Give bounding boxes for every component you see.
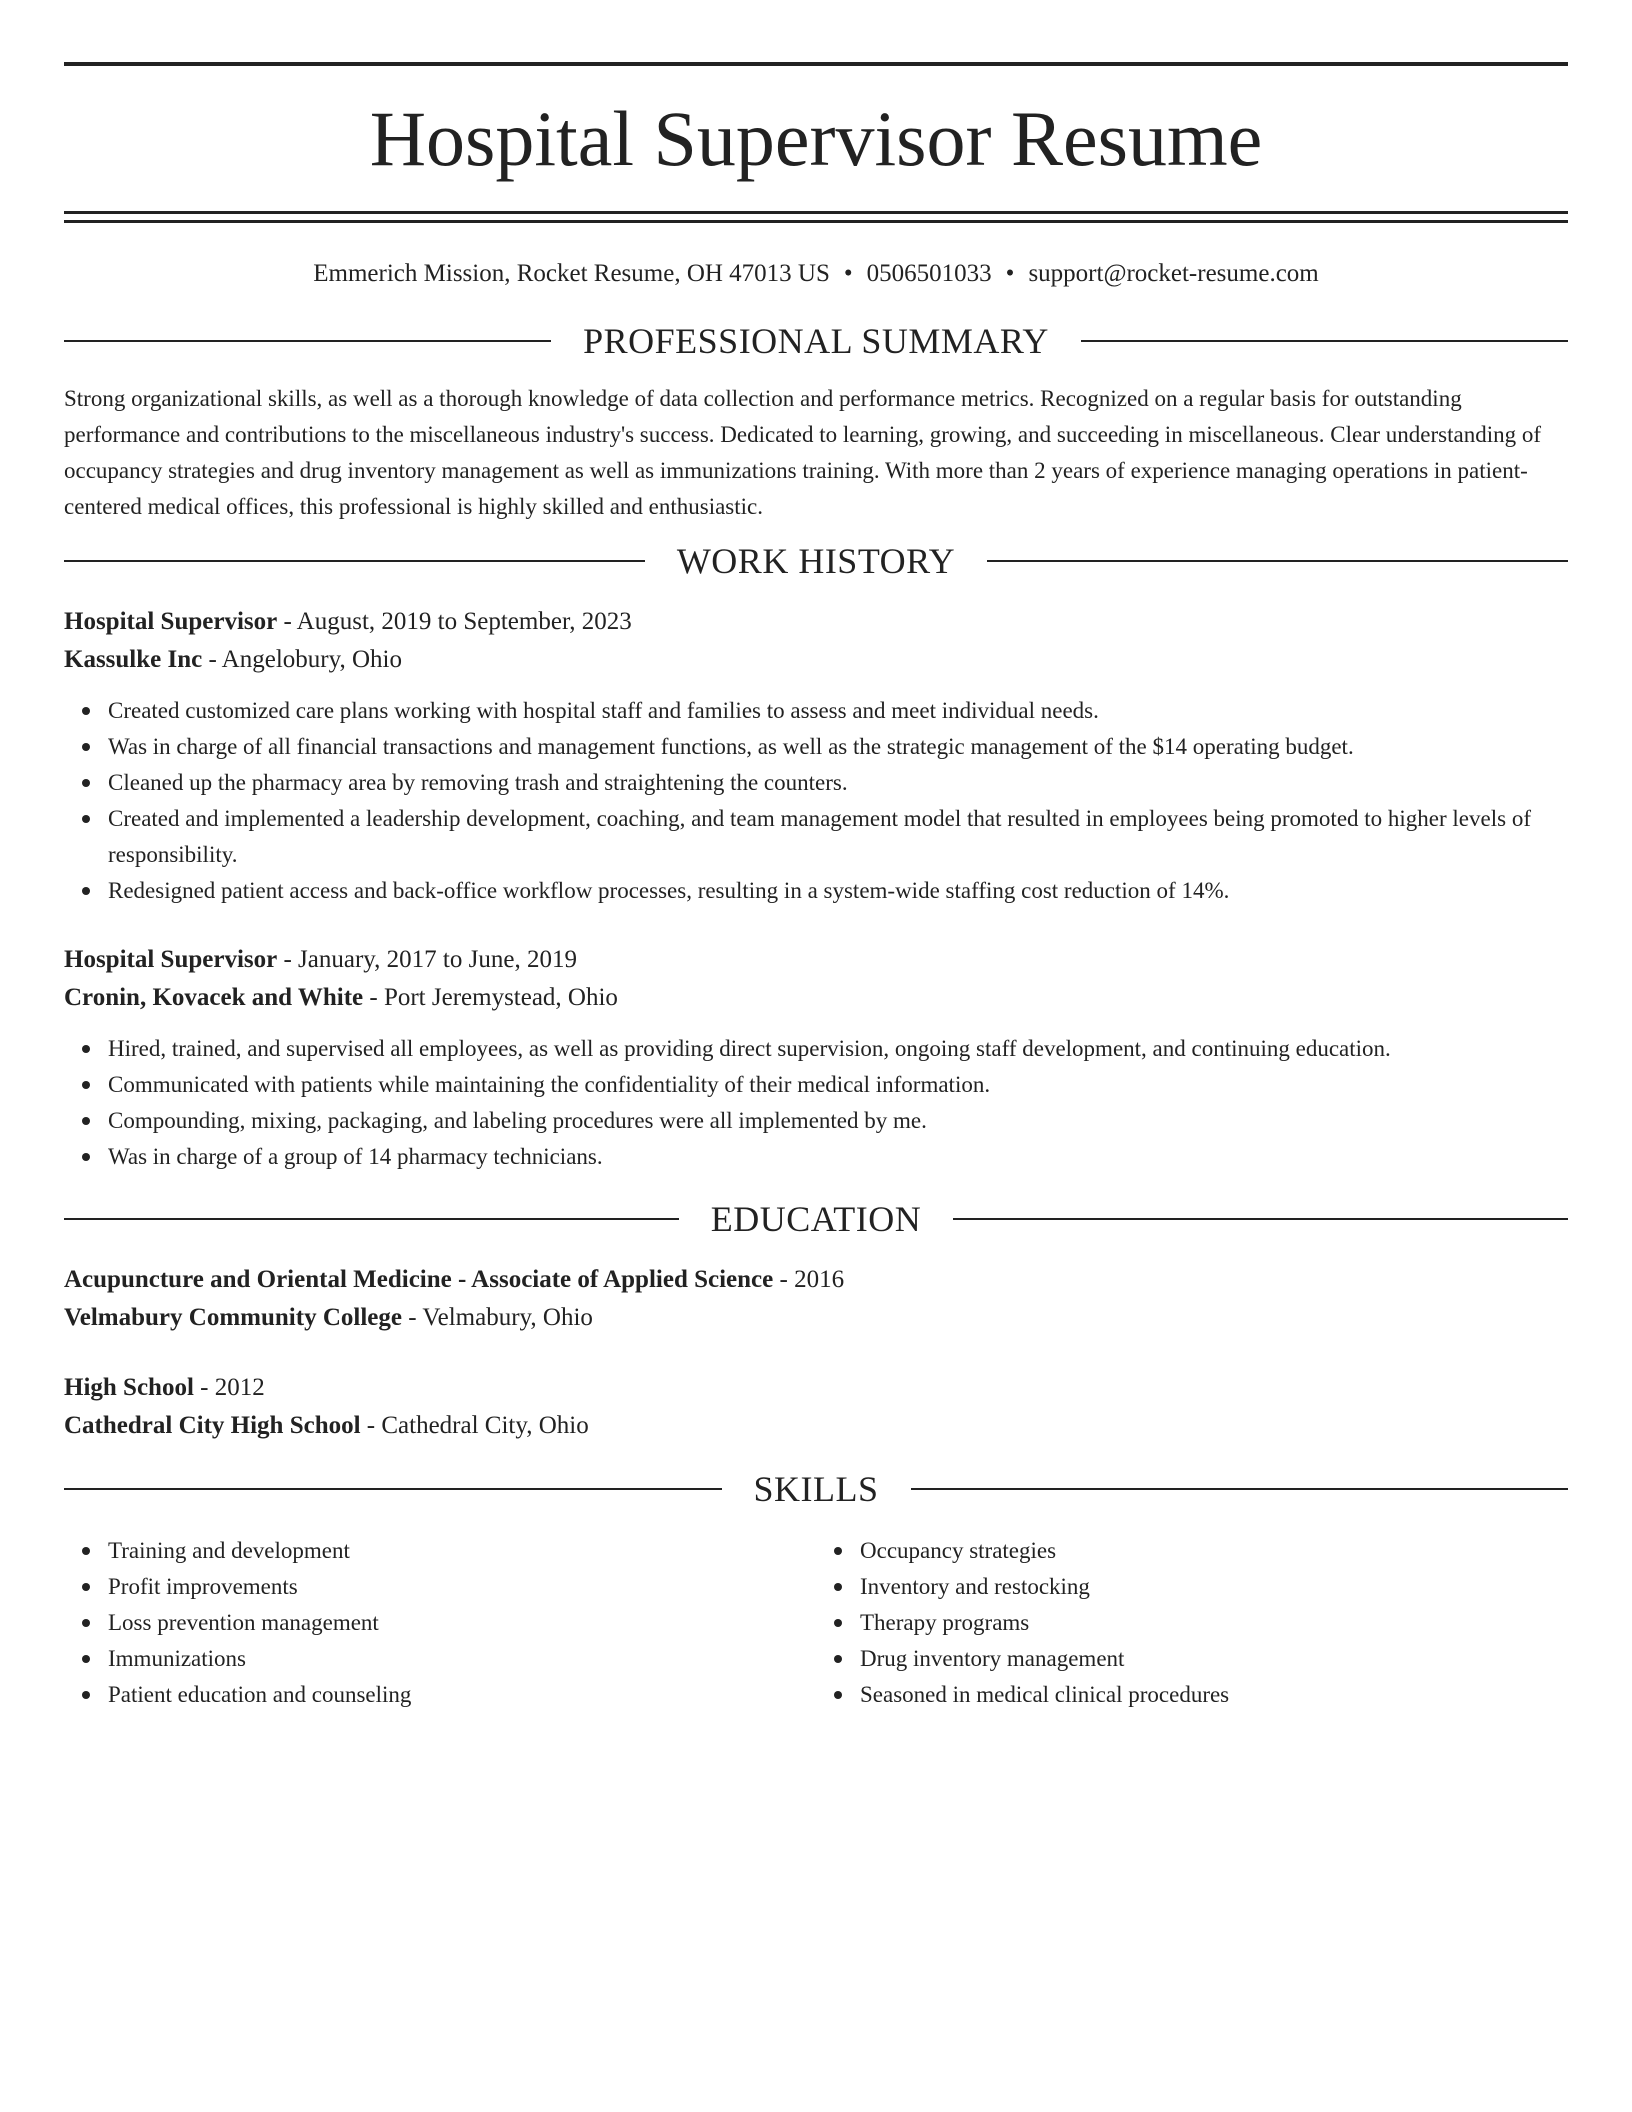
summary-heading	[64, 319, 1568, 363]
degree-name: High School	[64, 1374, 194, 1401]
school-line	[64, 1407, 1568, 1445]
skill-item: Inventory and restocking	[860, 1569, 1568, 1605]
contact-separator: •	[1005, 260, 1015, 287]
skill-item: Therapy programs	[860, 1605, 1568, 1641]
job-title-line	[64, 603, 1568, 641]
heading-rule-right	[953, 1218, 1568, 1220]
list-item: Communicated with patients while maintaining the confidentiality of their medical information.	[108, 1067, 1568, 1103]
contact-separator: •	[843, 260, 853, 287]
education-entry	[64, 1369, 1568, 1445]
heading-rule-right	[911, 1488, 1569, 1490]
school-line	[64, 1299, 1568, 1337]
list-item: Hired, trained, and supervised all employees, as well as providing direct supervision, ongoing staff development, and continuing education.	[108, 1031, 1568, 1067]
degree-year: - 2012	[193, 1374, 265, 1401]
job-title: Hospital Supervisor	[64, 946, 278, 973]
degree-line	[64, 1369, 1568, 1407]
work-heading-label: WORK HISTORY	[676, 541, 956, 581]
job-location: - Angelobury, Ohio	[202, 646, 402, 673]
job-title-line	[64, 941, 1568, 979]
skill-item: Patient education and counseling	[108, 1677, 816, 1713]
list-item: Compounding, mixing, packaging, and labeling procedures were all implemented by me.	[108, 1103, 1568, 1139]
skills-heading-label: SKILLS	[753, 1469, 879, 1509]
degree-name: Acupuncture and Oriental Medicine - Associate of Applied Science	[64, 1266, 774, 1293]
list-item: Created and implemented a leadership development, coaching, and team management model that resulted in employees being promoted to higher levels of responsibility.	[108, 801, 1568, 873]
contact-phone: 0506501033	[866, 260, 992, 287]
contact-line	[64, 259, 1568, 289]
skills-heading	[64, 1467, 1568, 1511]
school-location: - Cathedral City, Ohio	[360, 1412, 589, 1439]
job-dates: - August, 2019 to September, 2023	[277, 608, 632, 635]
resume-title: Hospital Supervisor Resume	[369, 95, 1263, 182]
job-company-line	[64, 641, 1568, 679]
skill-item: Drug inventory management	[860, 1641, 1568, 1677]
heading-rule-left	[64, 560, 645, 562]
education-heading	[64, 1197, 1568, 1241]
title-rule-lower	[64, 220, 1568, 223]
skill-item: Loss prevention management	[108, 1605, 816, 1641]
skill-item: Occupancy strategies	[860, 1533, 1568, 1569]
skill-item: Training and development	[108, 1533, 816, 1569]
heading-rule-left	[64, 1218, 679, 1220]
degree-year: - 2016	[773, 1266, 845, 1293]
job-company-line	[64, 979, 1568, 1017]
job-company: Cronin, Kovacek and White	[64, 984, 364, 1011]
title-rule-upper	[64, 211, 1568, 214]
list-item: Was in charge of all financial transactions and management functions, as well as the strategic management of the $14 operating budget.	[108, 729, 1568, 765]
summary-text: Strong organizational skills, as well as a thorough knowledge of data collection and performance metrics. Recognized on a regular basis for outstanding performance and contributions to the miscellaneous industry's success. Dedicated to learning, growing, and succeeding in miscellaneous. Clear understanding of occupancy strategies and drug inventory management as well as immunizations training. With more than 2 years of experience managing operations in patient-centered medical offices, this professional is highly skilled and enthusiastic.	[64, 386, 1542, 519]
job-dates: - January, 2017 to June, 2019	[277, 946, 577, 973]
school-location: - Velmabury, Ohio	[401, 1304, 593, 1331]
summary-heading-label: PROFESSIONAL SUMMARY	[583, 321, 1049, 361]
heading-rule-left	[64, 1488, 722, 1490]
contact-address: Emmerich Mission, Rocket Resume, OH 47013 US	[313, 260, 830, 287]
job-title: Hospital Supervisor	[64, 608, 278, 635]
education-entry	[64, 1261, 1568, 1337]
heading-rule-right	[1081, 340, 1568, 342]
list-item: Created customized care plans working with hospital staff and families to assess and meet individual needs.	[108, 693, 1568, 729]
heading-rule-right	[987, 560, 1568, 562]
job-bullets	[64, 693, 1568, 909]
skill-item: Profit improvements	[108, 1569, 816, 1605]
job-company: Kassulke Inc	[64, 646, 203, 673]
school-name: Cathedral City High School	[64, 1412, 361, 1439]
job-entry	[64, 941, 1568, 1175]
job-entry	[64, 603, 1568, 909]
job-location: - Port Jeremystead, Ohio	[363, 984, 618, 1011]
job-bullets	[64, 1031, 1568, 1175]
contact-email: support@rocket-resume.com	[1028, 260, 1319, 287]
list-item: Cleaned up the pharmacy area by removing trash and straightening the counters.	[108, 765, 1568, 801]
work-heading	[64, 539, 1568, 583]
degree-line	[64, 1261, 1568, 1299]
list-item: Was in charge of a group of 14 pharmacy technicians.	[108, 1139, 1568, 1175]
list-item: Redesigned patient access and back-office workflow processes, resulting in a system-wide staffing cost reduction of 14%.	[108, 873, 1568, 909]
skill-item: Immunizations	[108, 1641, 816, 1677]
skill-item: Seasoned in medical clinical procedures	[860, 1677, 1568, 1713]
skills-right-column	[816, 1533, 1568, 1713]
school-name: Velmabury Community College	[64, 1304, 402, 1331]
skills-left-column	[64, 1533, 816, 1713]
education-heading-label: EDUCATION	[710, 1199, 922, 1239]
heading-rule-left	[64, 340, 551, 342]
skills-columns	[64, 1533, 1568, 1713]
